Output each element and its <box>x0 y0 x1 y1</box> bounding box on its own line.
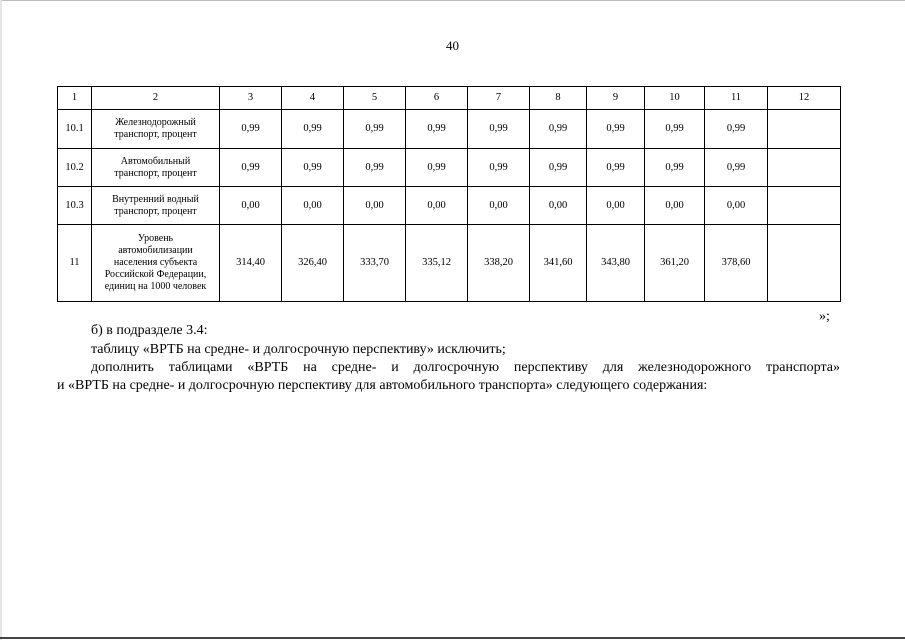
row-label <box>92 110 220 149</box>
value-cell: 314,40 <box>220 225 282 302</box>
value-cell: 343,80 <box>587 225 645 302</box>
row-id: 10.1 <box>58 110 92 149</box>
row-label-line: транспорт, процент <box>114 205 197 217</box>
value-cell: 0,00 <box>645 187 705 225</box>
row-label <box>92 187 220 225</box>
page-number: 40 <box>446 38 459 53</box>
table-row-motorization <box>58 225 841 302</box>
row-id: 10.3 <box>58 187 92 225</box>
header-cell: 6 <box>406 87 468 110</box>
header-cell: 8 <box>530 87 587 110</box>
value-cell: 0,99 <box>220 110 282 149</box>
indicators-table <box>57 86 841 302</box>
paragraph-add-tables-continued: и «ВРТБ на средне- и долгосрочную перспективу для автомобильного транспорта» следующего содержания: <box>57 378 708 393</box>
value-cell: 0,00 <box>705 187 768 225</box>
value-cell: 378,60 <box>705 225 768 302</box>
value-cell: 0,99 <box>645 149 705 187</box>
table-row-railway <box>58 110 841 149</box>
row-label-line: единиц на 1000 человек <box>104 281 207 292</box>
row-id: 11 <box>58 225 92 302</box>
row-id: 10.2 <box>58 149 92 187</box>
header-cell: 9 <box>587 87 645 110</box>
bottom-scan-edge <box>0 637 905 639</box>
value-cell: 0,99 <box>468 149 530 187</box>
value-cell: 338,20 <box>468 225 530 302</box>
header-cell: 4 <box>282 87 344 110</box>
value-cell: 0,99 <box>220 149 282 187</box>
row-label-line: транспорт, процент <box>114 129 197 140</box>
empty-cell <box>768 225 841 302</box>
value-cell: 341,60 <box>530 225 587 302</box>
value-cell: 0,99 <box>705 110 768 149</box>
row-label-line: населения субъекта <box>113 257 198 268</box>
paragraph-subsection: б) в подразделе 3.4: <box>91 323 208 338</box>
value-cell: 0,99 <box>645 110 705 149</box>
value-cell: 0,99 <box>344 110 406 149</box>
left-scan-edge <box>0 0 2 640</box>
row-label-line: Железнодорожный <box>115 117 196 128</box>
row-label-line: Уровень <box>137 233 174 244</box>
header-cell: 11 <box>705 87 768 110</box>
table-header-row <box>58 87 841 110</box>
row-label-line: транспорт, процент <box>114 167 197 179</box>
row-label-line: автомобилизации <box>118 245 193 256</box>
value-cell: 0,99 <box>705 149 768 187</box>
value-cell: 0,00 <box>282 187 344 225</box>
value-cell: 0,99 <box>282 149 344 187</box>
empty-cell <box>768 110 841 149</box>
header-cell: 5 <box>344 87 406 110</box>
header-cell: 10 <box>645 87 705 110</box>
paragraph-remove-table: таблицу «ВРТБ на средне- и долгосрочную перспективу» исключить; <box>91 342 506 357</box>
value-cell: 0,99 <box>344 149 406 187</box>
value-cell: 0,00 <box>406 187 468 225</box>
header-cell: 2 <box>92 87 220 110</box>
value-cell: 0,00 <box>220 187 282 225</box>
value-cell: 0,99 <box>406 110 468 149</box>
empty-cell <box>768 187 841 225</box>
table-row-road <box>58 149 841 187</box>
row-label-line: Российской Федерации, <box>104 269 207 280</box>
value-cell: 0,99 <box>587 110 645 149</box>
value-cell: 326,40 <box>282 225 344 302</box>
row-label-line: Внутренний водный <box>112 193 199 205</box>
value-cell: 333,70 <box>344 225 406 302</box>
closing-quote: »; <box>819 309 830 324</box>
header-cell: 1 <box>58 87 92 110</box>
value-cell: 361,20 <box>645 225 705 302</box>
empty-cell <box>768 149 841 187</box>
table-row-inland-water <box>58 187 841 225</box>
value-cell: 0,99 <box>530 149 587 187</box>
value-cell: 0,00 <box>587 187 645 225</box>
value-cell: 335,12 <box>406 225 468 302</box>
paragraph-add-tables: дополнить таблицами «ВРТБ на средне- и долгосрочную перспективу для железнодорожного транспорта» <box>91 360 840 375</box>
value-cell: 0,00 <box>344 187 406 225</box>
row-label-line: Автомобильный <box>120 155 191 167</box>
top-scan-edge <box>0 0 905 1</box>
value-cell: 0,99 <box>530 110 587 149</box>
row-label <box>92 225 220 302</box>
value-cell: 0,99 <box>282 110 344 149</box>
value-cell: 0,99 <box>587 149 645 187</box>
header-cell: 7 <box>468 87 530 110</box>
value-cell: 0,99 <box>406 149 468 187</box>
row-label <box>92 149 220 187</box>
value-cell: 0,99 <box>468 110 530 149</box>
header-cell: 3 <box>220 87 282 110</box>
value-cell: 0,00 <box>530 187 587 225</box>
value-cell: 0,00 <box>468 187 530 225</box>
header-cell: 12 <box>768 87 841 110</box>
